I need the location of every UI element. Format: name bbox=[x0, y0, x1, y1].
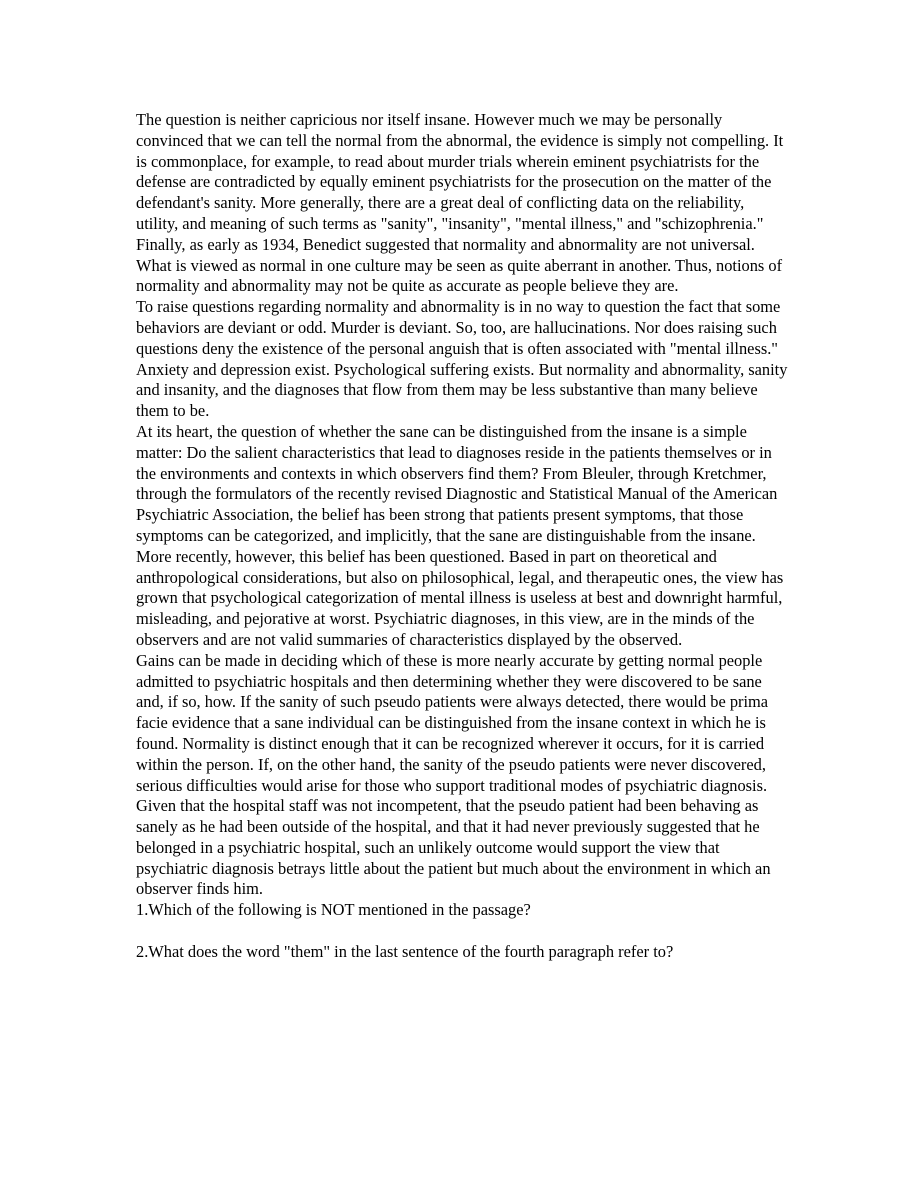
paragraph-1: The question is neither capricious nor itself insane. However much we may be personally convinced that we can tell the normal from the abnormal, the evidence is simply not compelling. It is commonplace, for example, to read about murder trials wherein eminent psychiatrists for the defense are contradicted by equally eminent psychiatrists for the prosecution on the matter of the defendant's sanity. More generally, there are a great deal of conflicting data on the reliability, utility, and meaning of such terms as "sanity", "insanity", "mental illness," and "schizophrenia." bbox=[136, 110, 784, 233]
passage-body bbox=[136, 110, 788, 963]
paragraph-4: At its heart, the question of whether the sane can be distinguished from the insane is a simple matter: Do the salient characteristics that lead to diagnoses reside in the patients themselves or in the environments and contexts in which observers find them? From Bleuler, through Kretchmer, through the formulators of the recently revised Diagnostic and Statistical Manual of the American Psychiatric Association, the belief has been strong that patients present symptoms, that those symptoms can be categorized, and implicitly, that the sane are distinguishable from the insane. More recently, however, this belief has been questioned. Based in part on theoretical and anthropological considerations, but also on philosophical, legal, and therapeutic ones, the view has grown that psychological categorization of mental illness is useless at best and downright harmful, misleading, and pejorative at worst. Psychiatric diagnoses, in this view, are in the minds of the observers and are not valid summaries of characteristics displayed by the observed. bbox=[136, 421, 784, 649]
question-2: 2.What does the word "them" in the last sentence of the fourth paragraph refer to? bbox=[136, 941, 674, 961]
paragraph-2: Finally, as early as 1934, Benedict suggested that normality and abnormality are not universal. What is viewed as normal in one culture may be seen as quite aberrant in another. Thus, notions of normality and abnormality may not be quite as accurate as people believe they are. bbox=[136, 234, 783, 296]
paragraph-5: Gains can be made in deciding which of these is more nearly accurate by getting normal people admitted to psychiatric hospitals and then determining whether they were discovered to be sane and, if so, how. If the sanity of such pseudo patients were always detected, there would be prima facie evidence that a sane individual can be distinguished from the insane context in which he is found. Normality is distinct enough that it can be recognized wherever it occurs, for it is carried within the person. If, on the other hand, the sanity of the pseudo patients were never discovered, serious difficulties would arise for those who support traditional modes of psychiatric diagnosis. Given that the hospital staff was not incompetent, that the pseudo patient had been behaving as sanely as he had been outside of the hospital, and that it had never previously suggested that he belonged in a psychiatric hospital, such an unlikely outcome would support the view that psychiatric diagnosis betrays little about the patient but much about the environment in which an observer finds him. bbox=[136, 650, 771, 899]
question-1: 1.Which of the following is NOT mentioned in the passage? bbox=[136, 900, 531, 920]
paragraph-3: To raise questions regarding normality and abnormality is in no way to question the fact that some behaviors are deviant or odd. Murder is deviant. So, too, are hallucinations. Nor does raising such questions deny the existence of the personal anguish that is often associated with "mental illness." Anxiety and depression exist. Psychological suffering exists. But normality and abnormality, sanity and insanity, and the diagnoses that flow from them may be less substantive than many believe them to be. bbox=[136, 297, 788, 421]
